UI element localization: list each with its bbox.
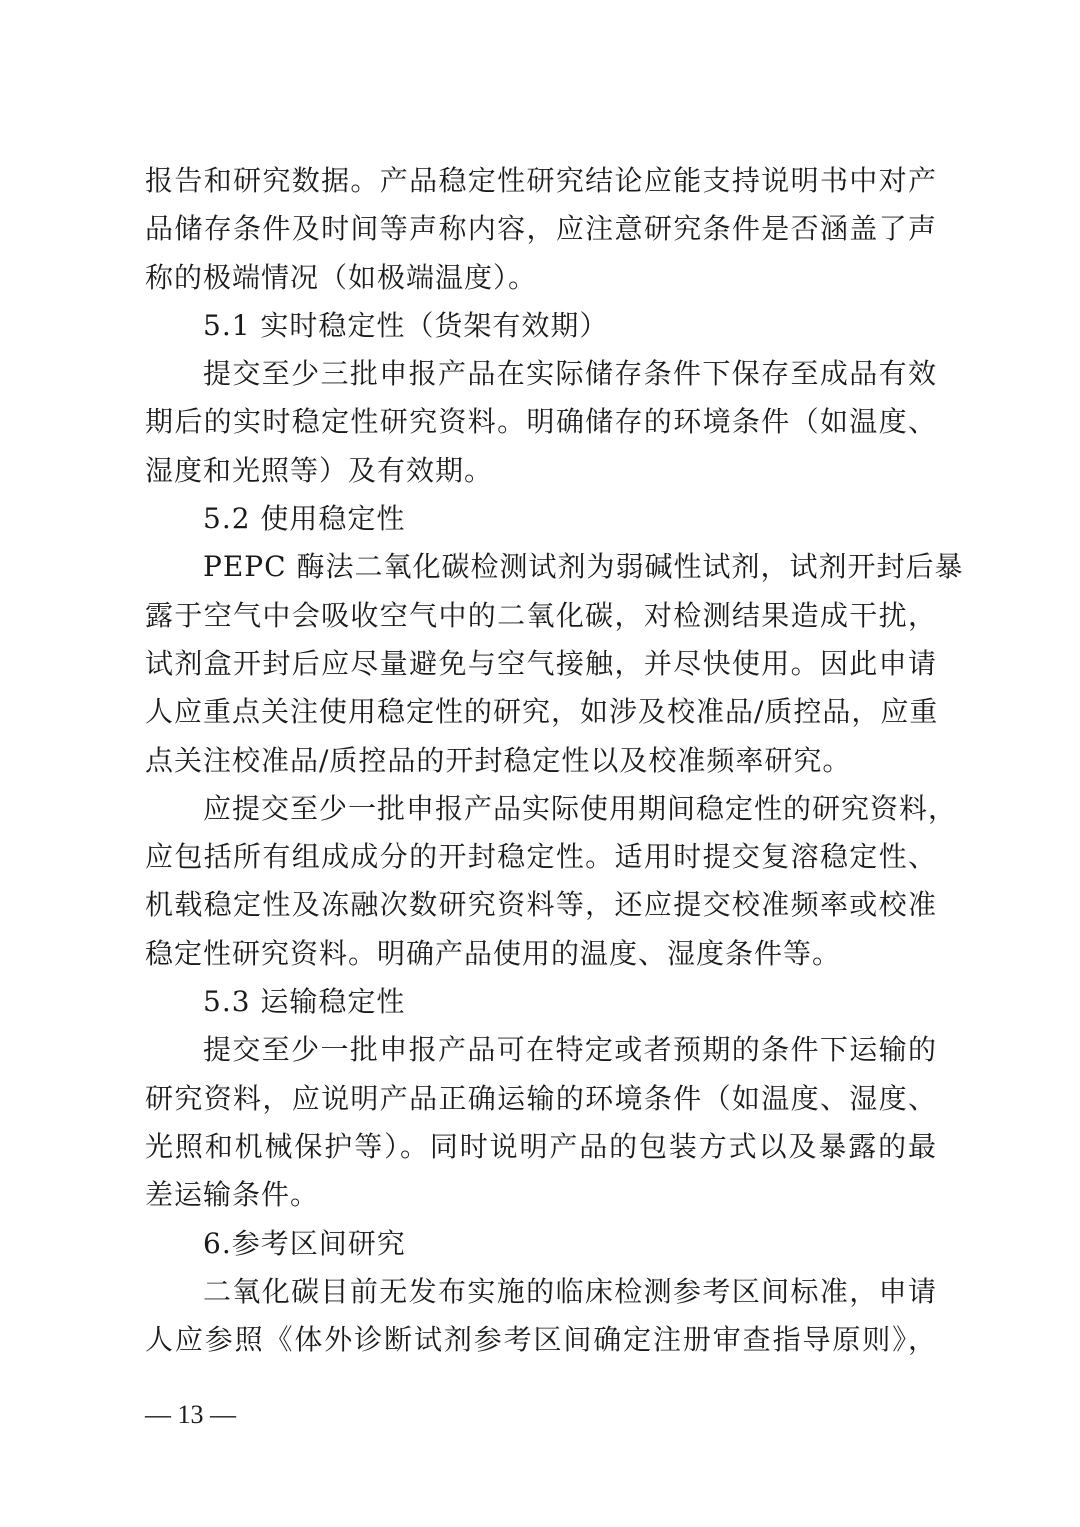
text-line: 湿度和光照等）及有效期。 xyxy=(145,453,494,487)
text-line: 报告和研究数据。产品稳定性研究结论应能支持说明书中对产 xyxy=(145,164,937,197)
text-line: 品储存条件及时间等声称内容，应注意研究条件是否涵盖了声 xyxy=(145,212,937,246)
text-line: 5.2 使用稳定性 xyxy=(203,502,406,536)
text-line: 光照和机械保护等）。同时说明产品的包装方式以及暴露的最 xyxy=(145,1129,937,1163)
text-line: 6.参考区间研究 xyxy=(203,1226,406,1260)
text-line: 二氧化碳目前无发布实施的临床检测参考区间标准，申请 xyxy=(203,1274,937,1308)
text-line: 提交至少一批申报产品可在特定或者预期的条件下运输的 xyxy=(203,1033,937,1067)
text-line: 应提交至少一批申报产品实际使用期间稳定性的研究资料， xyxy=(203,791,958,825)
text-line: PEPC 酶法二氧化碳检测试剂为弱碱性试剂，试剂开封后暴 xyxy=(203,550,964,584)
text-line: 称的极端情况（如极端温度）。 xyxy=(145,260,538,294)
text-line: 提交至少三批申报产品在实际储存条件下保存至成品有效 xyxy=(203,357,937,391)
page-number: — 13 — xyxy=(145,1400,236,1429)
text-line: 研究资料，应说明产品正确运输的环境条件（如温度、湿度、 xyxy=(145,1081,937,1115)
text-line: 人应参照《体外诊断试剂参考区间确定注册审查指导原则》， xyxy=(145,1323,937,1357)
text-line: 期后的实时稳定性研究资料。明确储存的环境条件（如温度、 xyxy=(145,405,937,439)
text-line: 人应重点关注使用稳定性的研究，如涉及校准品/质控品，应重 xyxy=(145,695,939,729)
text-line: 点关注校准品/质控品的开封稳定性以及校准频率研究。 xyxy=(145,743,852,777)
document-body xyxy=(145,157,964,1364)
text-line: 5.1 实时稳定性（货架有效期） xyxy=(203,308,609,342)
text-line: 机载稳定性及冻融次数研究资料等，还应提交校准频率或校准 xyxy=(145,888,937,922)
text-line: 稳定性研究资料。明确产品使用的温度、湿度条件等。 xyxy=(145,936,842,970)
text-line: 差运输条件。 xyxy=(145,1178,320,1212)
text-line: 试剂盒开封后应尽量避免与空气接触，并尽快使用。因此申请 xyxy=(145,646,937,680)
text-line: 5.3 运输稳定性 xyxy=(203,985,406,1019)
text-line: 应包括所有组成成分的开封稳定性。适用时提交复溶稳定性、 xyxy=(145,840,937,874)
text-line: 露于空气中会吸收空气中的二氧化碳，对检测结果造成干扰， xyxy=(145,598,937,632)
